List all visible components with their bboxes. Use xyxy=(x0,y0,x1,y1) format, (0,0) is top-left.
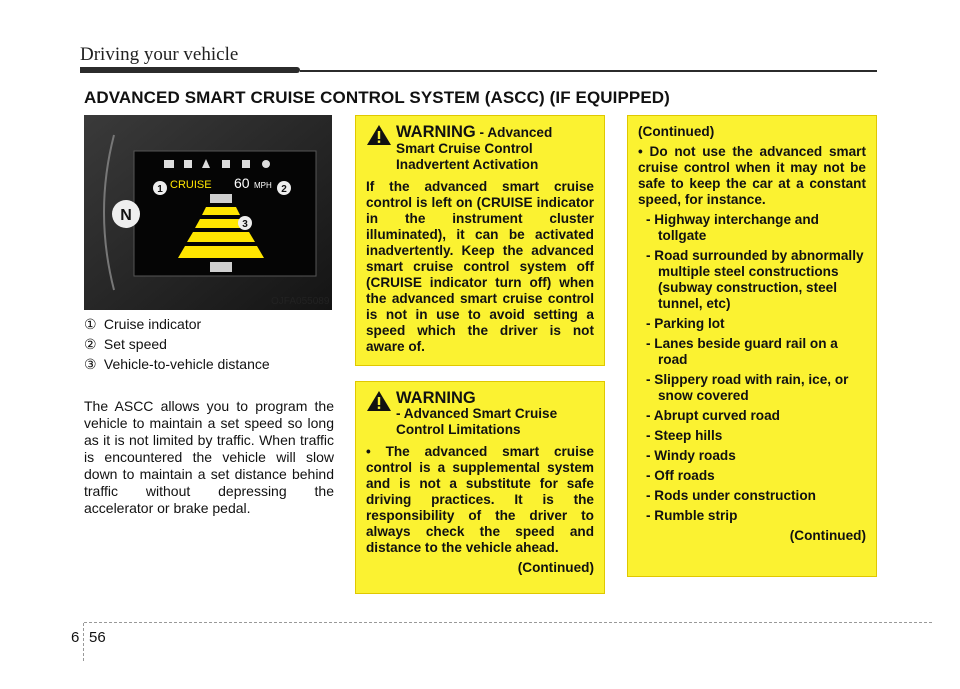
header-bar xyxy=(80,67,300,73)
own-vehicle xyxy=(210,262,232,272)
warning-word: WARNING xyxy=(396,123,476,141)
gear-letter: N xyxy=(120,207,132,224)
warning-header xyxy=(366,124,594,173)
marker-3-label: 3 xyxy=(242,219,248,230)
callout-number: ① xyxy=(84,316,97,332)
footer-divider xyxy=(83,623,84,661)
trip-icon xyxy=(164,160,174,168)
warning-header xyxy=(366,390,594,438)
cruise-indicator-text: CRUISE xyxy=(170,179,212,191)
condition-item: - Rumble strip xyxy=(646,508,738,523)
callout-item xyxy=(84,334,334,354)
wrench-icon xyxy=(242,160,250,168)
warning-bullet: • The advanced smart cruise control is a supplemental system and is not a substitute for safe driving practices. It is the responsibility of the driver to always check the speed and distance to the vehicle ahead. xyxy=(366,444,594,555)
settings-gear-icon xyxy=(262,160,270,168)
cluster-illustration xyxy=(84,115,332,310)
navigation-icon xyxy=(184,160,192,168)
marker-1-label: 1 xyxy=(157,184,163,195)
continued-bullet: • Do not use the advanced smart cruise control when it may not be safe to keep the car at a constant speed, for instance. xyxy=(638,144,866,207)
distance-bar-1 xyxy=(202,207,240,215)
page-chapter: 6 xyxy=(71,629,80,646)
condition-item: - Off roads xyxy=(646,468,715,483)
body-paragraph: The ASCC allows you to program the vehicle to maintain a set speed so long as it is not limited by traffic. When traffic is encountered the vehicle will slow down to maintain a set distance behind traffic without depressing the accelerator or brake pedal. xyxy=(84,398,334,516)
footer-rule xyxy=(84,622,932,623)
figure-caption: OJFA055089 xyxy=(271,296,330,307)
header-title: Driving your vehicle xyxy=(80,44,239,65)
condition-item: - Windy roads xyxy=(646,448,736,463)
callout-item xyxy=(84,354,334,374)
warning-subtitle: - Advanced Smart Cruise Control Limitations xyxy=(396,406,558,437)
condition-item: - Slippery road with rain, ice, or snow covered xyxy=(646,372,849,403)
warning-subtitle: - Advanced Smart Cruise Control Inadvertent Activation xyxy=(396,125,553,172)
condition-item: - Steep hills xyxy=(646,428,723,443)
callout-item xyxy=(84,314,334,334)
warning-box-limitations xyxy=(355,381,605,594)
continued-heading: (Continued) xyxy=(638,124,715,139)
condition-item: - Parking lot xyxy=(646,316,725,331)
callout-list xyxy=(84,314,334,374)
page-number: 56 xyxy=(89,629,106,646)
warning-triangle-icon xyxy=(366,124,392,146)
header-rule xyxy=(300,70,877,72)
section-title: ADVANCED SMART CRUISE CONTROL SYSTEM (ASCC) (IF EQUIPPED) xyxy=(84,88,670,107)
cluster-figure xyxy=(84,115,332,310)
warning-title xyxy=(396,390,594,438)
warning-box-inadvertent xyxy=(355,115,605,366)
condition-item: - Road surrounded by abnormally multiple steel constructions (subway construction, steel tunnel, etc) xyxy=(646,248,864,311)
continued-label: (Continued) xyxy=(789,528,866,543)
distance-bar-3 xyxy=(187,232,255,242)
marker-2-label: 2 xyxy=(281,184,287,195)
warning-text: If the advanced smart cruise control is left on (CRUISE indicator in the instrument cluster illuminated), it can be activated inadvertently. Keep the advanced smart cruise control system off (CRUISE indicator turn off) when the advanced smart cruise control is not in use to avoid setting a speed which the driver is not aware of. xyxy=(366,179,594,354)
set-speed-unit: MPH xyxy=(254,181,272,190)
callout-label: Vehicle-to-vehicle distance xyxy=(103,356,270,372)
warning-title xyxy=(396,124,594,173)
continued-label: (Continued) xyxy=(517,560,594,575)
callout-number: ③ xyxy=(84,356,97,372)
warning-triangle-icon xyxy=(366,390,392,412)
continued-box xyxy=(627,115,877,577)
condition-item: - Rods under construction xyxy=(646,488,816,503)
lead-vehicle xyxy=(210,194,232,203)
audio-icon xyxy=(222,160,230,168)
callout-number: ② xyxy=(84,336,97,352)
condition-item: - Abrupt curved road xyxy=(646,408,780,423)
distance-bar-4 xyxy=(178,246,264,258)
condition-item: - Highway interchange and tollgate xyxy=(646,212,819,243)
callout-label: Cruise indicator xyxy=(103,316,202,332)
condition-item: - Lanes beside guard rail on a road xyxy=(646,336,838,367)
warning-word: WARNING xyxy=(396,389,476,407)
set-speed-value: 60 xyxy=(234,175,250,191)
callout-label: Set speed xyxy=(103,336,167,352)
